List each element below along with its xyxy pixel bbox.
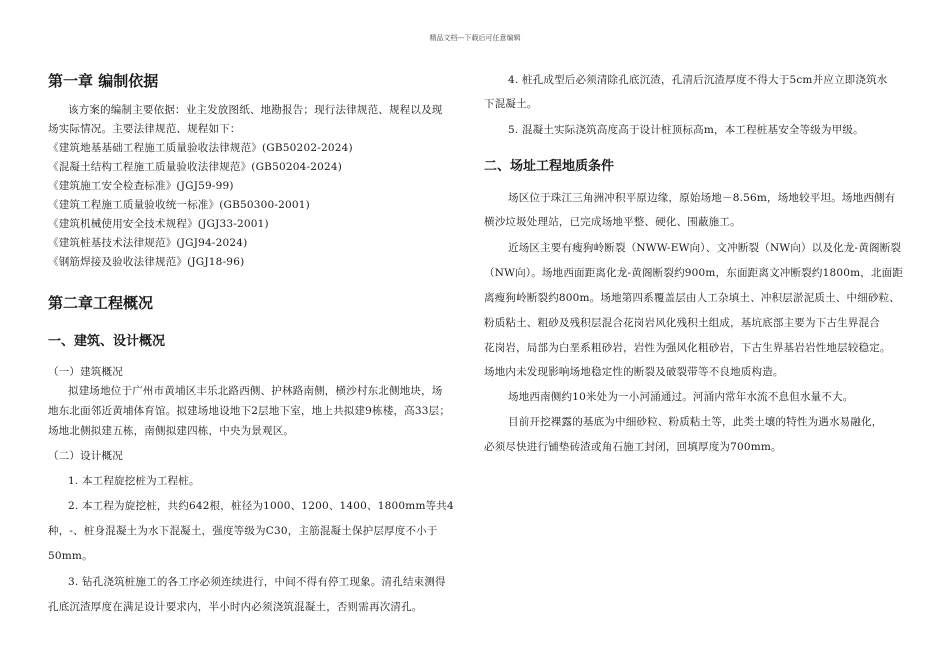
reference-item: 《建筑地基基础工程施工质量验收法律规范》(GB50202-2024) [48, 142, 353, 154]
reference-item: 《混凝土结构工程施工质量验收法律规范》(GB50204-2024) [48, 161, 343, 173]
geology-line: 粉质粘土、粗砂及残积层混合花岗岩风化残积土组成，基坑底部主要为下古生界混合 [484, 317, 880, 329]
building-overview-line: 拟建场地位于广州市黄埔区丰乐北路西侧、护林路南侧，横沙村东北侧地块，场 [68, 385, 443, 397]
geology-line: 横沙垃圾处理站，已完成场地平整、硬化、围蔽施工。 [484, 216, 741, 228]
geology-line: 场区位于珠江三角洲冲积平原边缘，原始场地－8.56m，场地较平坦。场地西侧有 [508, 192, 896, 204]
intro-line-1: 该方案的编制主要依据：业主发放图纸、地勘报告；现行法律规范、规程以及现 [68, 104, 443, 116]
design-item-1: 1. 本工程旋挖桩为工程桩。 [68, 475, 200, 487]
geology-line: 近场区主要有瘦狗岭断裂（NWW-EW向）、文冲断裂（NW向）以及化龙-黄阁断裂 [508, 242, 902, 254]
section-1-title: 一、建筑、设计概况 [48, 334, 166, 349]
reference-item: 《钢筋焊接及验收法律规范》(JGJ18-96) [48, 256, 245, 268]
geology-line: 目前开挖裸露的基底为中细砂粒、粉质粘土等，此类土壤的特性为遇水易融化， [508, 416, 883, 428]
reference-item: 《建筑施工安全检查标准》(JGJ59-99) [48, 180, 234, 192]
building-overview-line: 场地北侧拟建五栋，南侧拟建四栋，中央为景观区。 [48, 425, 295, 437]
geology-line: 花岗岩，局部为白垩系粗砂岩，岩性为强风化粗砂岩，下古生界基岩岩性地层较稳定。 [484, 342, 891, 354]
reference-item: 《建筑桩基技术法律规范》(JGJ94-2024) [48, 237, 248, 249]
page-header: 精品文档---下载后可任意编辑 [429, 34, 521, 42]
intro-line-2: 场实际情况。主要法律规范、规程如下： [48, 123, 241, 135]
design-item-4-line: 下混凝土。 [484, 98, 538, 110]
chapter-2-title: 第二章工程概况 [48, 294, 154, 312]
geology-line: 场地西南侧约10米处为一小河涌通过。河涌内常年水流不息但水量不大。 [508, 391, 854, 403]
chapter-1-title: 第一章 编制依据 [48, 72, 159, 90]
subsection-1-title: （一）建筑概况 [48, 366, 123, 378]
geology-line: 场地内未发现影响场地稳定性的断裂及破裂带等不良地质构造。 [484, 366, 784, 378]
geology-line: 必须尽快进行铺垫砖渣或角石施工封闭，回填厚度为700mm。 [484, 441, 782, 453]
design-item-4-line: 4. 桩孔成型后必须清除孔底沉渣，孔清后沉渣厚度不得大于5cm并应立即浇筑水 [508, 74, 888, 86]
subsection-2-title: （二）设计概况 [48, 450, 123, 462]
design-item-3-line: 3. 钻孔浇筑桩施工的各工序必须连续进行，中间不得有停工现象。清孔结束测得 [68, 576, 446, 588]
design-item-2-line: 种，-、桩身混凝土为水下混凝土，强度等级为C30，主筋混凝土保护层厚度不小于 [48, 525, 438, 537]
geology-line: 离瘦狗岭断裂约800m。场地第四系覆盖层由人工杂填土、冲积层淤泥质土、中细砂粒、 [484, 292, 900, 304]
design-item-5: 5. 混凝土实际浇筑高度高于设计桩顶标高m，本工程桩基安全等级为甲级。 [508, 124, 864, 136]
building-overview-line: 地东北面邻近黄埔体育馆。拟建场地设地下2层地下室，地上共拟建9栋楼，高33层； [48, 405, 451, 417]
section-2-title: 二、场址工程地质条件 [484, 159, 615, 174]
reference-item: 《建筑工程施工质量验收统一标准》(GB50300-2001) [48, 199, 310, 211]
design-item-2-line: 2. 本工程为旋挖桩，共约642根，桩径为1000、1200、1400、1800mm等共4 [68, 500, 454, 512]
design-item-2-line: 50mm。 [48, 550, 93, 562]
design-item-3-line: 孔底沉渣厚度在满足设计要求内，半小时内必须浇筑混凝土，否则需再次清孔。 [48, 601, 423, 613]
reference-item: 《建筑机械使用安全技术规程》(JGJ33-2001) [48, 218, 269, 230]
geology-line: （NW向）。场地西面距离化龙-黄阁断裂约900m，东面距离文冲断裂约1800m，北面距 [484, 267, 904, 279]
